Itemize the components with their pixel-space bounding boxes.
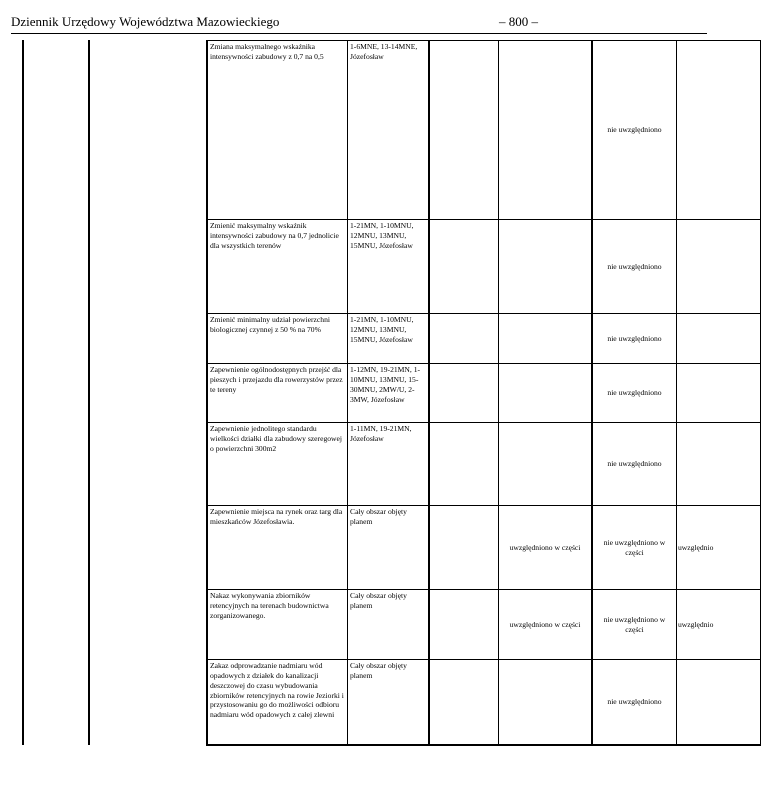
cell-area [347, 313, 430, 364]
cell-col6 [592, 422, 677, 506]
left-column-border [88, 40, 90, 745]
cell-content [206, 219, 348, 314]
cell-col5 [498, 505, 593, 590]
cell-col5 [498, 219, 593, 314]
cell-col5 [498, 313, 593, 364]
cell-content-text: Zapewnienie miejsca na rynek oraz targ dla mieszkańców Józefosławia. [210, 507, 343, 526]
cell-col6 [592, 313, 677, 364]
cell-area-text: 1-21MN, 1-10MNU, 12MNU, 13MNU, 15MNU, Józefosław [350, 221, 414, 250]
page-number: – 800 – [499, 14, 538, 29]
cell-col6-text: nie uwzględniono w części [603, 614, 666, 634]
cell-content-text: Zmienić maksymalny wskaźnik intensywności zabudowy na 0,7 jednolicie dla wszystkich terenów [210, 221, 339, 250]
cell-col6-text: nie uwzględniono [607, 388, 662, 398]
cell-col4 [429, 40, 499, 220]
cell-col6 [592, 363, 677, 423]
cell-area-text: Cały obszar objęty planem [350, 661, 407, 680]
cell-content [206, 659, 348, 746]
cell-area-text: Cały obszar objęty planem [350, 507, 407, 526]
cell-content [206, 40, 348, 220]
cell-col4 [429, 589, 499, 660]
cell-col6-text: nie uwzględniono [607, 459, 662, 469]
cell-content-text: Zmiana maksymalnego wskaźnika intensywności zabudowy z 0,7 na 0,5 [210, 42, 324, 61]
cell-col6-text: nie uwzględniono [607, 261, 662, 271]
cell-area [347, 659, 430, 746]
cell-col5 [498, 40, 593, 220]
cell-col6 [592, 40, 677, 220]
cell-content-text: Zapewnienie jednolitego standardu wielkości działki dla zabudowy szeregowej o powierzchni 300m2 [210, 424, 343, 453]
cell-content [206, 589, 348, 660]
cell-col6-text: nie uwzględniono w części [603, 537, 666, 557]
cell-col6 [592, 589, 677, 660]
cell-col4 [429, 363, 499, 423]
cell-area [347, 589, 430, 660]
cell-col5 [498, 422, 593, 506]
cell-col7 [676, 313, 761, 364]
cell-content-text: Zmienić minimalny udział powierzchni biologicznej czynnej z 50 % na 70% [210, 315, 330, 334]
cell-content-text: Zapewnienie ogólnodostępnych przejść dla pieszych i przejazdu dla rowerzystów przez te tereny [210, 365, 343, 394]
cell-col5 [498, 589, 593, 660]
cell-area-text: 1-21MN, 1-10MNU, 12MNU, 13MNU, 15MNU, Józefosław [350, 315, 414, 344]
cell-col4 [429, 219, 499, 314]
cell-area [347, 40, 430, 220]
cell-col7 [676, 40, 761, 220]
cell-col6-text: nie uwzględniono [607, 333, 662, 343]
cell-col5-text: uwzględniono w części [509, 619, 581, 629]
cell-col7-text: uwzględnio [678, 542, 714, 552]
cell-area [347, 505, 430, 590]
cell-col6-text: nie uwzględniono [607, 125, 662, 135]
cell-content-text: Nakaz wykonywania zbiorników retencyjnych na terenach budownictwa zorganizowanego. [210, 591, 329, 620]
cell-content [206, 505, 348, 590]
cell-col7 [676, 659, 761, 746]
cell-col4 [429, 659, 499, 746]
cell-col4 [429, 422, 499, 506]
journal-title: Dziennik Urzędowy Województwa Mazowieckiego [11, 14, 280, 29]
cell-col5 [498, 659, 593, 746]
cell-col4 [429, 313, 499, 364]
cell-area-text: 1-11MN, 19-21MN, Józefosław [350, 424, 412, 443]
cell-area-text: 1-6MNE, 13-14MNE, Józefosław [350, 42, 418, 61]
left-column-border [22, 40, 24, 745]
cell-area [347, 422, 430, 506]
cell-content [206, 422, 348, 506]
cell-col7 [676, 422, 761, 506]
cell-area [347, 363, 430, 423]
cell-content-text: Zakaz odprowadzanie nadmiaru wód opadowych z działek do kanalizacji deszczowej do czasu wybudowania zbiorników retencyjnych na rowie Jeziorki i przystosowaniu go do możliwości odbioru nadmiaru wód opadowych z całej zlewni [210, 661, 344, 720]
cell-area-text: Cały obszar objęty planem [350, 591, 407, 610]
header-rule [11, 33, 707, 34]
cell-col5 [498, 363, 593, 423]
cell-col7 [676, 505, 761, 590]
cell-area-text: 1-12MN, 19-21MN, 1-10MNU, 13MNU, 15-30MNU, 2MW/U, 2-3MW, Józefosław [350, 365, 421, 404]
cell-col5-text: uwzględniono w części [509, 542, 581, 552]
cell-col4 [429, 505, 499, 590]
cell-col6 [592, 505, 677, 590]
cell-col7 [676, 219, 761, 314]
cell-col6 [592, 659, 677, 746]
cell-col7 [676, 363, 761, 423]
cell-content [206, 363, 348, 423]
cell-col7 [676, 589, 761, 660]
cell-col6-text: nie uwzględniono [607, 697, 662, 707]
cell-content [206, 313, 348, 364]
cell-col7-text: uwzględnio [678, 619, 714, 629]
cell-col6 [592, 219, 677, 314]
cell-area [347, 219, 430, 314]
